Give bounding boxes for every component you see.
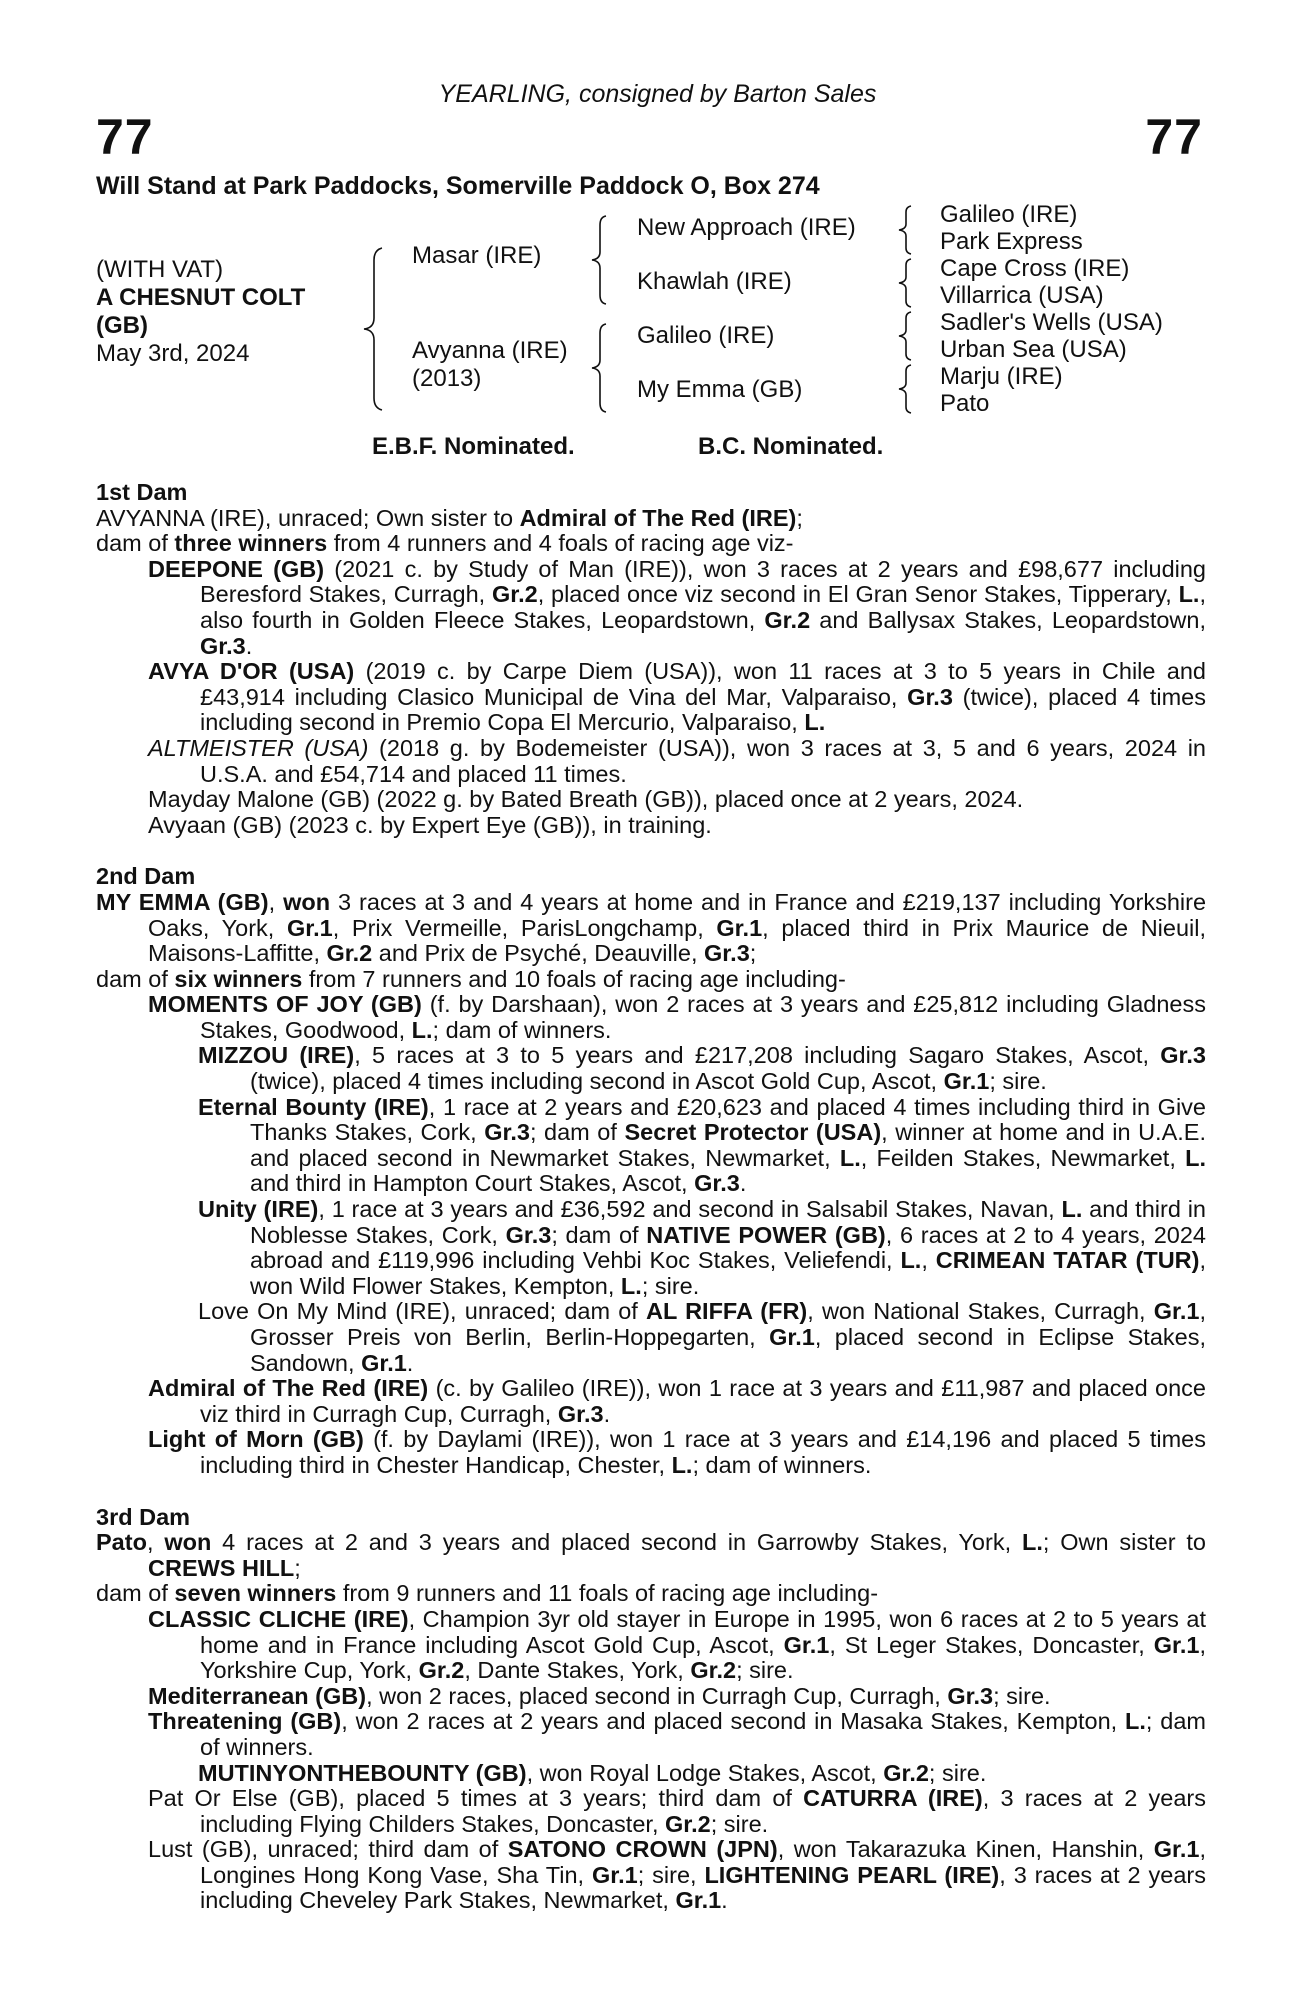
lot-number-right: 77 — [1145, 109, 1203, 165]
horse-identity — [96, 256, 366, 368]
produce-entry: Mayday Malone (GB) (2022 g. by Bated Breath (GB)), placed once at 2 years, 2024. — [148, 786, 1024, 813]
produce-entry: Love On My Mind (IRE), unraced; dam of AL RIFFA (FR), won National Stakes, Curragh, Gr.1, Grosser Preis von Berlin, Berlin-Hoppegarten, Gr.1, placed second in Eclipse Stakes, Sandown, Gr.1. — [198, 1298, 1206, 1376]
vat-note: (WITH VAT) — [96, 256, 224, 283]
pedigree-sire: Masar (IRE) — [412, 242, 542, 269]
third-dam-intro: Pato, won 4 races at 2 and 3 years and placed second in Garrowby Stakes, York, L.; Own sister to CREWS HILL; — [96, 1529, 1206, 1581]
pedigree-sire-sire: New Approach (IRE) — [637, 214, 856, 241]
pedigree-g3-2: Park Express — [940, 228, 1083, 255]
produce-entry: Lust (GB), unraced; third dam of SATONO CROWN (JPN), won Takarazuka Kinen, Hanshin, Gr.1, Longines Hong Kong Vase, Sha Tin, Gr.1; sire, LIGHTENING PEARL (IRE), 3 races at 2 years including Cheveley Park Stakes, Newmarket, Gr.1. — [148, 1836, 1207, 1914]
pedigree-g3-6: Urban Sea (USA) — [940, 336, 1127, 363]
consignment-line: YEARLING, consigned by Barton Sales — [438, 80, 877, 108]
pedigree-brace-main — [360, 246, 390, 412]
second-dam-intro: MY EMMA (GB), won 3 races at 3 and 4 years at home and in France and £219,137 including Yorkshire Oaks, York, Gr.1, Prix Vermeille, ParisLongchamp, Gr.1, placed third in Prix Maurice de Nieuil, Maisons-Laffitte, Gr.2 and Prix de Psyché, Deauville, Gr.3; — [96, 888, 1207, 967]
stand-location: Will Stand at Park Paddocks, Somerville Paddock O, Box 274 — [96, 172, 820, 200]
pedigree-brace-g3-2 — [896, 257, 916, 309]
pedigree-g3-8: Pato — [940, 390, 990, 417]
pedigree-dam-year: (2013) — [412, 365, 482, 392]
produce-entry: Avyaan (GB) (2023 c. by Expert Eye (GB)), in training. — [148, 811, 712, 838]
pedigree-g3-5: Sadler's Wells (USA) — [940, 309, 1163, 336]
pedigree-brace-sire — [588, 214, 612, 306]
produce-entry: MOMENTS OF JOY (GB) (f. by Darshaan), won 2 races at 3 years and £25,812 including Gladness Stakes, Goodwood, L.; dam of winners. — [148, 991, 1207, 1043]
produce-entry: Pat Or Else (GB), placed 5 times at 3 years; third dam of CATURRA (IRE), 3 races at 2 years including Flying Childers Stakes, Doncaster, Gr.2; sire. — [148, 1785, 1207, 1837]
produce-entry: DEEPONE (GB) (2021 c. by Study of Man (IRE)), won 3 races at 2 years and £98,677 including Beresford Stakes, Curragh, Gr.2, placed once viz second in El Gran Senor Stakes, Tipperary, L., also fourth in Golden Fleece Stakes, Leopardstown, Gr.2 and Ballysax Stakes, Leopardstown, Gr.3. — [148, 555, 1206, 659]
first-dam-heading: 1st Dam — [96, 479, 188, 505]
pedigree-brace-g3-4 — [896, 363, 916, 415]
third-dam-summary: dam of seven winners from 9 runners and 11 foals of racing age including- — [96, 1580, 879, 1607]
pedigree-g3-3: Cape Cross (IRE) — [940, 255, 1130, 282]
first-dam-intro: AVYANNA (IRE), unraced; Own sister to Admiral of The Red (IRE); — [96, 504, 803, 531]
pedigree-g3-4: Villarrica (USA) — [940, 282, 1104, 309]
pedigree-notes — [96, 480, 1206, 1914]
foaling-date: May 3rd, 2024 — [96, 340, 250, 367]
produce-entry: AVYA D'OR (USA) (2019 c. by Carpe Diem (USA)), won 11 races at 3 to 5 years in Chile and £43,914 including Clasico Municipal de Vina del Mar, Valparaiso, Gr.3 (twice), placed 4 times including second in Premio Copa El Mercurio, Valparaiso, L. — [148, 658, 1206, 736]
ebf-nomination: E.B.F. Nominated. — [372, 433, 575, 460]
produce-entry: ALTMEISTER (USA) (2018 g. by Bodemeister (USA)), won 3 races at 3, 5 and 6 years, 2024 in U.S.A. and £54,714 and placed 11 times. — [148, 734, 1206, 787]
produce-entry: Eternal Bounty (IRE), 1 race at 2 years and £20,623 and placed 4 times including third in Give Thanks Stakes, Cork, Gr.3; dam of Secret Protector (USA), winner at home and in U.A.E. and placed second in Newmarket Stakes, Newmarket, L., Feilden Stakes, Newmarket, L. and third in Hampton Court Stakes, Ascot, Gr.3. — [198, 1093, 1207, 1197]
produce-entry: Mediterranean (GB), won 2 races, placed second in Curragh Cup, Curragh, Gr.3; sire. — [148, 1682, 1051, 1709]
pedigree-g3-7: Marju (IRE) — [940, 363, 1063, 390]
first-dam-summary: dam of three winners from 4 runners and 4 foals of racing age viz- — [96, 530, 794, 557]
pedigree-sire-dam: Khawlah (IRE) — [637, 268, 792, 295]
horse-name-line2: (GB) — [96, 312, 148, 339]
produce-entry: MUTINYONTHEBOUNTY (GB), won Royal Lodge Stakes, Ascot, Gr.2; sire. — [198, 1759, 987, 1786]
horse-name-line1: A CHESNUT COLT — [96, 284, 306, 311]
pedigree-dam-sire: Galileo (IRE) — [637, 322, 775, 349]
pedigree-brace-g3-3 — [896, 310, 916, 362]
second-dam-summary: dam of six winners from 7 runners and 10 foals of racing age including- — [96, 965, 846, 992]
bc-nomination: B.C. Nominated. — [698, 433, 884, 460]
pedigree-brace-dam — [588, 322, 612, 414]
pedigree-g3-1: Galileo (IRE) — [940, 201, 1078, 228]
produce-entry: Threatening (GB), won 2 races at 2 years and placed second in Masaka Stakes, Kempton, L.; dam of winners. — [148, 1708, 1207, 1760]
pedigree-dam: Avyanna (IRE) — [412, 337, 568, 364]
pedigree-dam-dam: My Emma (GB) — [637, 376, 803, 403]
pedigree-brace-g3-1 — [896, 204, 916, 256]
third-dam-heading: 3rd Dam — [96, 1503, 191, 1530]
lot-number-left: 77 — [96, 109, 154, 165]
second-dam-heading: 2nd Dam — [96, 863, 196, 890]
produce-entry: MIZZOU (IRE), 5 races at 3 to 5 years and £217,208 including Sagaro Stakes, Ascot, Gr.3 (twice), placed 4 times including second in Ascot Gold Cup, Ascot, Gr.1; sire. — [198, 1042, 1206, 1095]
produce-entry: Unity (IRE), 1 race at 3 years and £36,592 and second in Salsabil Stakes, Navan, L. and third in Noblesse Stakes, Cork, Gr.3; dam of NATIVE POWER (GB), 6 races at 2 to 4 years, 2024 abroad and £119,996 including Vehbi Koc Stakes, Veliefendi, L., CRIMEAN TATAR (TUR), won Wild Flower Stakes, Kempton, L.; sire. — [198, 1196, 1207, 1299]
produce-entry: Admiral of The Red (IRE) (c. by Galileo (IRE)), won 1 race at 3 years and £11,987 and placed once viz third in Curragh Cup, Curragh, Gr.3. — [148, 1375, 1207, 1427]
produce-entry: Light of Morn (GB) (f. by Daylami (IRE)), won 1 race at 3 years and £14,196 and placed 5 times including third in Chester Handicap, Chester, L.; dam of winners. — [148, 1426, 1206, 1478]
produce-entry: CLASSIC CLICHE (IRE), Champion 3yr old stayer in Europe in 1995, won 6 races at 2 to 5 years at home and in France including Ascot Gold Cup, Ascot, Gr.1, St Leger Stakes, Doncaster, Gr.1, Yorkshire Cup, York, Gr.2, Dante Stakes, York, Gr.2; sire. — [148, 1605, 1207, 1684]
